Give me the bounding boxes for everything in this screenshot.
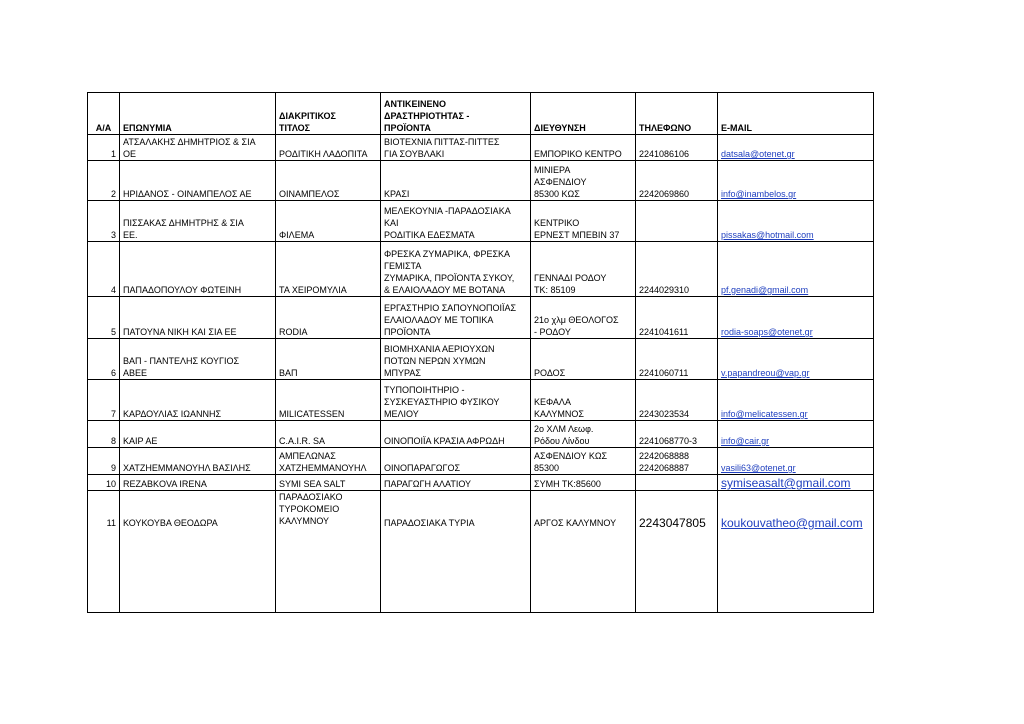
email-cell (718, 242, 874, 297)
activity: ΟΙΝΟΠΑΡΑΓΩΓΟΣ (381, 448, 531, 475)
row-number: 10 (88, 475, 120, 491)
table-row (88, 339, 874, 380)
address: ΡΟΔΟΣ (531, 339, 636, 380)
table-row (88, 448, 874, 475)
table-row (88, 475, 874, 491)
trade-title: ΤΑ ΧΕΙΡΟΜΥΛΙΑ (276, 242, 381, 297)
phone: 2241041611 (636, 297, 718, 339)
company-name: ΠΙΣΣΑΚΑΣ ΔΗΜΗΤΡΗΣ & ΣΙΑ ΕΕ. (120, 201, 276, 242)
row-number: 9 (88, 448, 120, 475)
email-link[interactable]: info@melicatessen.gr (721, 409, 808, 419)
row-number: 3 (88, 201, 120, 242)
email-cell (718, 421, 874, 448)
trade-title: ΑΜΠΕΛΩΝΑΣ ΧΑΤΖΗΕΜΜΑΝΟΥΗΛ (276, 448, 381, 475)
row-number: 8 (88, 421, 120, 448)
activity: ΒΙΟΤΕΧΝΙΑ ΠΙΤΤΑΣ-ΠΙΤΤΕΣ ΓΙΑ ΣΟΥΒΛΑΚΙ (381, 135, 531, 161)
email-cell (718, 448, 874, 475)
email-link[interactable]: info@cair.gr (721, 436, 770, 446)
activity: ΕΡΓΑΣΤΗΡΙΟ ΣΑΠΟΥΝΟΠΟΙΪΑΣ ΕΛΑΙΟΛΑΔΟΥ ΜΕ ΤΟΠΙΚΑ ΠΡΟΪΟΝΤΑ (381, 297, 531, 339)
trade-title: SYMI SEA SALT (276, 475, 381, 491)
activity: ΦΡΕΣΚΑ ΖΥΜΑΡΙΚΑ, ΦΡΕΣΚΑ ΓΕΜΙΣΤΑ ΖΥΜΑΡΙΚΑ, ΠΡΟΪΟΝΤΑ ΣΥΚΟΥ, & ΕΛΑΙΟΛΑΔΟΥ ΜΕ ΒΟΤΑΝΑ (381, 242, 531, 297)
activity: ΠΑΡΑΓΩΓΗ ΑΛΑΤΙΟΥ (381, 475, 531, 491)
email-link[interactable]: v.papandreou@vap.gr (721, 368, 810, 378)
address: ΣΥΜΗ ΤΚ:85600 (531, 475, 636, 491)
company-name: ΧΑΤΖΗΕΜΜΑΝΟΥΗΛ ΒΑΣΙΛΗΣ (120, 448, 276, 475)
company-name: ΚΑΡΔΟΥΛΙΑΣ ΙΩΑΝΝΗΣ (120, 380, 276, 421)
email-link[interactable]: koukouvatheo@gmail.com (721, 516, 863, 530)
trade-title: ΠΑΡΑΔΟΣΙΑΚΟ ΤΥΡΟΚΟΜΕΙΟ ΚΑΛΥΜΝΟΥ (276, 491, 381, 613)
table-row (88, 380, 874, 421)
trade-title: C.A.I.R. SA (276, 421, 381, 448)
email-cell (718, 339, 874, 380)
header-activity: ΑΝΤΙΚΕΙΝΕΝΟ ΔΡΑΣΤΗΡΙΟΤΗΤΑΣ - ΠΡΟΪΟΝΤΑ (381, 93, 531, 135)
email-cell (718, 201, 874, 242)
phone: 2243023534 (636, 380, 718, 421)
email-link[interactable]: rodia-soaps@otenet.gr (721, 327, 813, 337)
phone: 2242069860 (636, 161, 718, 201)
phone-cell (636, 491, 718, 613)
activity: ΤΥΠΟΠΟΙΗΤΗΡΙΟ - ΣΥΣΚΕΥΑΣΤΗΡΙΟ ΦΥΣΙΚΟΥ ΜΕΛΙΟΥ (381, 380, 531, 421)
business-registry-table (87, 92, 874, 613)
address: ΑΡΓΟΣ ΚΑΛΥΜΝΟΥ (531, 491, 636, 613)
email-cell (718, 491, 874, 613)
address: ΑΣΦΕΝΔΙΟΥ ΚΩΣ 85300 (531, 448, 636, 475)
table-row (88, 135, 874, 161)
email-link[interactable]: vasili63@otenet.gr (721, 463, 796, 473)
row-number: 7 (88, 380, 120, 421)
address: 21ο χλμ ΘΕΟΛΟΓΟΣ - ΡΟΔΟΥ (531, 297, 636, 339)
address: ΜΙΝΙΕΡΑ ΑΣΦΕΝΔΙΟΥ 85300 ΚΩΣ (531, 161, 636, 201)
table-row (88, 421, 874, 448)
trade-title: ΒΑΠ (276, 339, 381, 380)
table-row (88, 297, 874, 339)
row-number: 4 (88, 242, 120, 297)
row-number: 2 (88, 161, 120, 201)
company-name: ΑΤΣΑΛΑΚΗΣ ΔΗΜΗΤΡΙΟΣ & ΣΙΑ ΟΕ (120, 135, 276, 161)
phone (636, 475, 718, 491)
phone: 2244029310 (636, 242, 718, 297)
phone: 2241068770-3 (636, 421, 718, 448)
row-number: 6 (88, 339, 120, 380)
email-link[interactable]: pf.genadi@gmail.com (721, 285, 809, 295)
phone: 2241086106 (636, 135, 718, 161)
table-row (88, 161, 874, 201)
address: 2ο ΧΛΜ Λεωφ. Ρόδου Λίνδου (531, 421, 636, 448)
email-link[interactable]: datsala@otenet.gr (721, 149, 795, 159)
row-number: 5 (88, 297, 120, 339)
header-row (88, 93, 874, 135)
table-row (88, 491, 874, 613)
company-name: REZABKOVA IRENA (120, 475, 276, 491)
header-title: ΔΙΑΚΡΙΤΙΚΟΣ ΤΙΤΛΟΣ (276, 93, 381, 135)
trade-title: ΡΟΔΙΤΙΚΗ ΛΑΔΟΠΙΤΑ (276, 135, 381, 161)
activity: ΟΙΝΟΠΟΙΪΑ ΚΡΑΣΙΑ ΑΦΡΩΔΗ (381, 421, 531, 448)
phone: 2242068888 2242068887 (636, 448, 718, 475)
phone: 2243047805 (639, 516, 706, 530)
table-row (88, 201, 874, 242)
row-number: 1 (88, 135, 120, 161)
address: ΚΕΝΤΡΙΚΟ ΕΡΝΕΣΤ ΜΠΕΒΙΝ 37 (531, 201, 636, 242)
email-link[interactable]: symiseasalt@gmail.com (721, 476, 851, 490)
activity: ΜΕΛΕΚΟΥΝΙΑ -ΠΑΡΑΔΟΣΙΑΚΑ ΚΑΙ ΡΟΔΙΤΙΚΑ ΕΔΕΣΜΑΤΑ (381, 201, 531, 242)
header-phone: ΤΗΛΕΦΩΝΟ (636, 93, 718, 135)
company-name: ΠΑΠΑΔΟΠΟΥΛΟΥ ΦΩΤΕΙΝΗ (120, 242, 276, 297)
email-cell (718, 161, 874, 201)
activity: ΒΙΟΜΗΧΑΝΙΑ ΑΕΡΙΟΥΧΩΝ ΠΟΤΩΝ ΝΕΡΩΝ ΧΥΜΩΝ ΜΠΥΡΑΣ (381, 339, 531, 380)
table-row (88, 242, 874, 297)
address: ΚΕΦΑΛΑ ΚΑΛΥΜΝΟΣ (531, 380, 636, 421)
company-name: ΗΡΙΔΑΝΟΣ - ΟΙΝΑΜΠΕΛΟΣ ΑΕ (120, 161, 276, 201)
header-email: E-MAIL (718, 93, 874, 135)
trade-title: RODIA (276, 297, 381, 339)
trade-title: ΦΙΛΕΜΑ (276, 201, 381, 242)
phone (636, 201, 718, 242)
header-name: ΕΠΩΝΥΜΙΑ (120, 93, 276, 135)
email-link[interactable]: pissakas@hotmail.com (721, 230, 814, 240)
email-cell (718, 297, 874, 339)
activity: ΠΑΡΑΔΟΣΙΑΚΑ ΤΥΡΙΑ (381, 491, 531, 613)
company-name: ΠΑΤΟΥΝΑ ΝΙΚΗ ΚΑΙ ΣΙΑ ΕΕ (120, 297, 276, 339)
phone: 2241060711 (636, 339, 718, 380)
row-number: 11 (88, 491, 120, 613)
email-cell (718, 380, 874, 421)
trade-title: ΟΙΝΑΜΠΕΛΟΣ (276, 161, 381, 201)
company-name: ΚΑΙΡ ΑΕ (120, 421, 276, 448)
company-name: ΒΑΠ - ΠΑΝΤΕΛΗΣ ΚΟΥΓΙΟΣ ΑΒΕΕ (120, 339, 276, 380)
email-link[interactable]: info@inambelos.gr (721, 189, 797, 199)
address: ΓΕΝΝΑΔΙ ΡΟΔΟΥ ΤΚ: 85109 (531, 242, 636, 297)
header-aa: Α/Α (88, 93, 120, 135)
email-cell (718, 475, 874, 491)
email-cell (718, 135, 874, 161)
header-address: ΔΙΕΥΘΥΝΣΗ (531, 93, 636, 135)
company-name: ΚΟΥΚΟΥΒΑ ΘΕΟΔΩΡΑ (120, 491, 276, 613)
trade-title: MILICATESSEN (276, 380, 381, 421)
activity: ΚΡΑΣΙ (381, 161, 531, 201)
address: ΕΜΠΟΡΙΚΟ ΚΕΝΤΡΟ (531, 135, 636, 161)
